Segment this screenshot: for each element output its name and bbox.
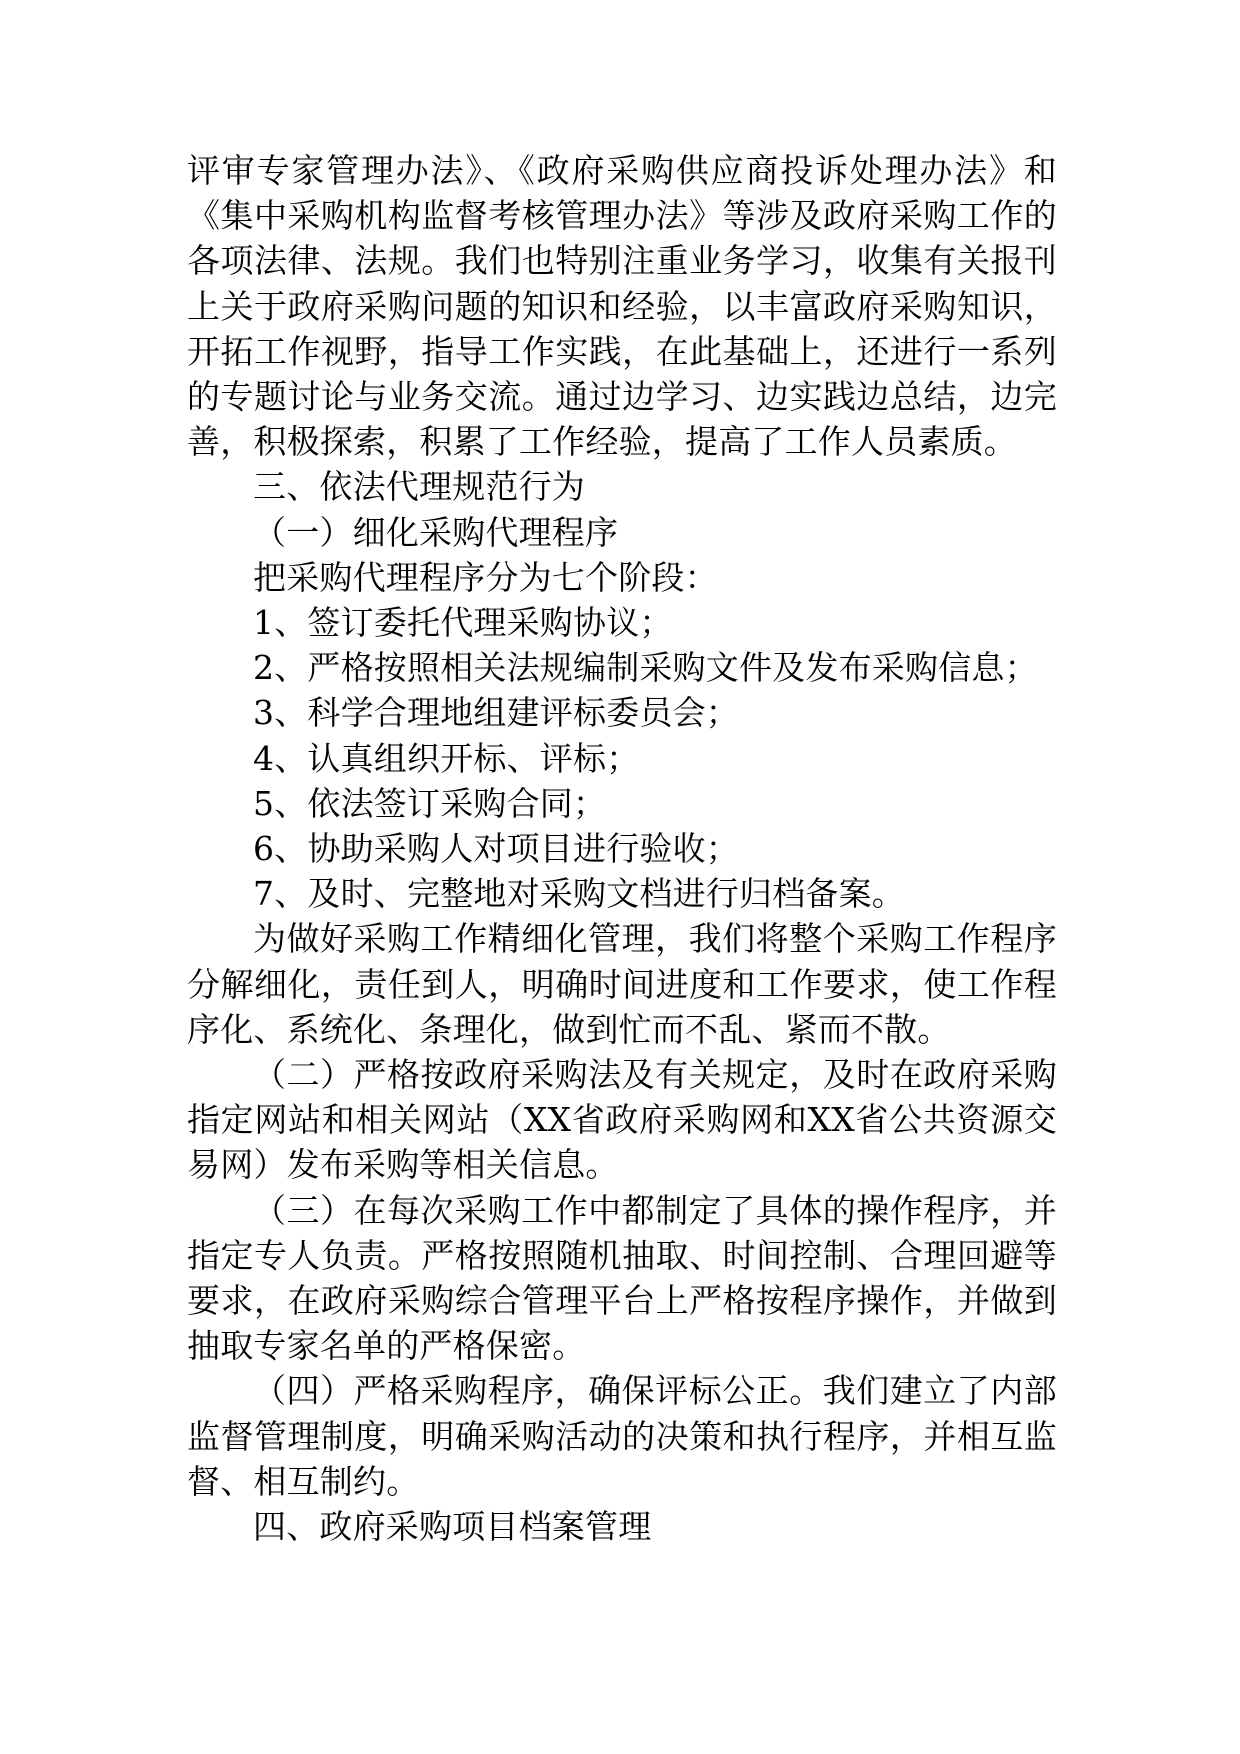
list-item-stage-4: 4、认真组织开标、评标； (253, 738, 640, 778)
paragraph-continuation: 评审专家管理办法》、《政府采购供应商投诉处理办法》和《集中采购机构监督考核管理办法》等涉及政府采购工作的各项法律、法规。我们也特别注重业务学习，收集有关报刊上关于政府采购问题的知识和经验，以丰富政府采购知识，开拓工作视野，指导工作实践，在此基础上，还进行一系列的专题讨论与业务交流。通过边学习、边实践边总结，边完善，积极探索，积累了工作经验，提高了工作人员素质。 (187, 151, 1057, 462)
paragraph-stages-intro: 把采购代理程序分为七个阶段： (253, 557, 718, 597)
subsection-heading-1: （一）细化采购代理程序 (253, 512, 619, 552)
paragraph-refinement: 为做好采购工作精细化管理，我们将整个采购工作程序分解细化，责任到人，明确时间进度和工作要求，使工作程序化、系统化、条理化，做到忙而不乱、紧而不散。 (187, 919, 1057, 1049)
list-item-stage-2: 2、严格按照相关法规编制采购文件及发布采购信息； (253, 648, 1038, 688)
section-heading-4: 四、政府采购项目档案管理 (253, 1507, 652, 1547)
paragraph-item-4: （四）严格采购程序，确保评标公正。我们建立了内部监督管理制度，明确采购活动的决策和执行程序，并相互监督、相互制约。 (187, 1371, 1057, 1501)
paragraph-item-2: （二）严格按政府采购法及有关规定，及时在政府采购指定网站和相关网站（XX省政府采购网和XX省公共资源交易网）发布采购等相关信息。 (187, 1055, 1057, 1185)
list-item-stage-7: 7、及时、完整地对采购文档进行归档备案。 (253, 874, 905, 914)
list-item-stage-3: 3、科学合理地组建评标委员会； (253, 693, 739, 733)
list-item-stage-6: 6、协助采购人对项目进行验收； (253, 829, 739, 869)
section-heading-3: 三、依法代理规范行为 (253, 467, 585, 507)
list-item-stage-1: 1、签订委托代理采购协议； (253, 603, 673, 643)
list-item-stage-5: 5、依法签订采购合同； (253, 783, 607, 823)
paragraph-item-3: （三）在每次采购工作中都制定了具体的操作程序，并指定专人负责。严格按照随机抽取、时间控制、合理回避等要求，在政府采购综合管理平台上严格按程序操作，并做到抽取专家名单的严格保密。 (187, 1190, 1057, 1366)
document-body (187, 148, 1057, 1549)
